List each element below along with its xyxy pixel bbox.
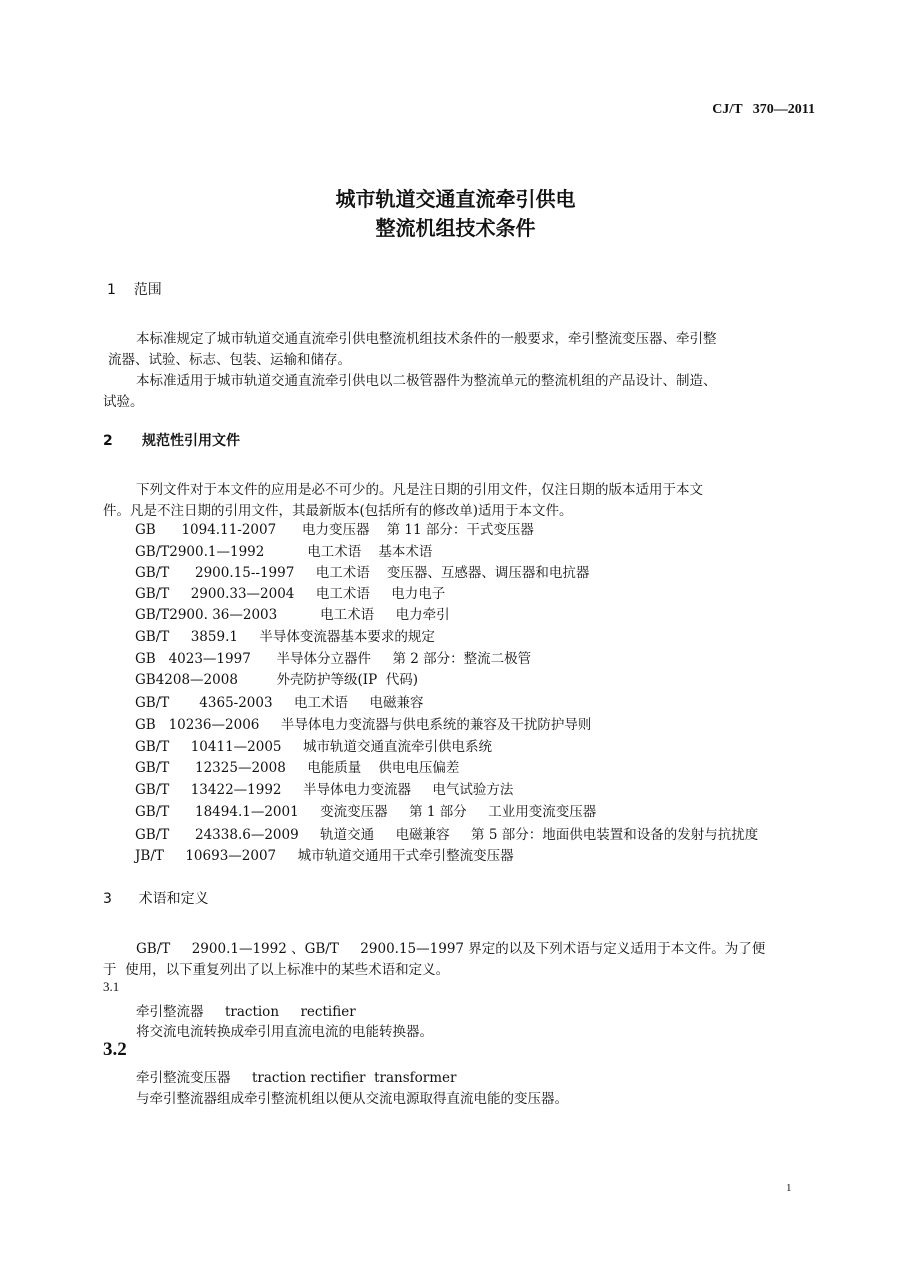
reference-item: GB/T 3859.1 半导体变流器基本要求的规定 (135, 629, 435, 645)
reference-item: GB/T2900. 36—2003 电工术语 电力牵引 (135, 607, 450, 623)
section-2-heading: 2 规范性引用文件 (103, 433, 240, 449)
term-definition: 与牵引整流器组成牵引整流机组以便从交流电源取得直流电能的变压器。 (136, 1091, 568, 1107)
reference-item: GB/T 18494.1—2001 变流变压器 第 1 部分 工业用变流变压器 (135, 804, 597, 820)
standard-number: CJ/T 370—2011 (712, 102, 815, 117)
section-3-heading: 3 术语和定义 (103, 891, 209, 907)
term-number: 3.2 (103, 1039, 127, 1060)
reference-item: GB/T 10411—2005 城市轨道交通直流牵引供电系统 (135, 739, 492, 755)
reference-item: GB/T 12325—2008 电能质量 供电电压偏差 (135, 760, 460, 776)
section-1-para2-line2: 试验。 (103, 394, 144, 410)
reference-item: GB/T 13422—1992 半导体电力变流器 电气试验方法 (135, 782, 514, 798)
term-number: 3.1 (103, 979, 120, 994)
reference-item: GB/T 2900.33—2004 电工术语 电力电子 (135, 586, 446, 602)
reference-item: GB/T 24338.6—2009 轨道交通 电磁兼容 第 5 部分：地面供电装置和设备的发射与抗扰度 (135, 827, 759, 843)
section-2-intro-line2: 件。凡是不注日期的引用文件，其最新版本(包括所有的修改单)适用于本文件。 (103, 503, 573, 519)
section-1-para1-line2: 流器、试验、标志、包装、运输和储存。 (108, 352, 351, 368)
term-definition: 将交流电流转换成牵引用直流电流的电能转换器。 (136, 1024, 433, 1040)
section-3-intro-line2: 于 使用，以下重复列出了以上标准中的某些术语和定义。 (103, 962, 450, 978)
reference-item: GB 4023—1997 半导体分立器件 第 2 部分：整流二极管 (135, 651, 532, 667)
page-number: 1 (786, 1182, 792, 1194)
document-title-line2: 整流机组技术条件 (375, 216, 536, 240)
reference-item: GB 1094.11-2007 电力变压器 第 11 部分：干式变压器 (135, 522, 534, 538)
reference-item: GB/T 4365-2003 电工术语 电磁兼容 (135, 695, 424, 711)
section-1-para2-line1: 本标准适用于城市轨道交通直流牵引供电以二极管器件为整流单元的整流机组的产品设计、制造、 (136, 373, 717, 389)
reference-item: JB/T 10693—2007 城市轨道交通用干式牵引整流变压器 (135, 848, 514, 864)
term-name: 牵引整流变压器 traction rectifier transformer (136, 1070, 457, 1086)
section-2-intro-line1: 下列文件对于本文件的应用是必不可少的。凡是注日期的引用文件，仅注日期的版本适用于本文 (136, 482, 703, 498)
reference-item: GB/T2900.1—1992 电工术语 基本术语 (135, 544, 433, 560)
section-1-heading: 1 范围 (107, 282, 162, 298)
section-1-para1-line1: 本标准规定了城市轨道交通直流牵引供电整流机组技术条件的一般要求，牵引整流变压器、牵引整 (136, 331, 717, 347)
section-3-intro-line1: GB/T 2900.1—1992 、GB/T 2900.15—1997 界定的以及下列术语与定义适用于本文件。为了便 (136, 941, 766, 957)
document-title-line1: 城市轨道交通直流牵引供电 (335, 187, 576, 211)
reference-item: GB/T 2900.15--1997 电工术语 变压器、互感器、调压器和电抗器 (135, 565, 590, 581)
reference-item: GB4208—2008 外壳防护等级(IP 代码) (135, 672, 419, 688)
reference-item: GB 10236—2006 半导体电力变流器与供电系统的兼容及干扰防护导则 (135, 717, 592, 733)
term-name: 牵引整流器 traction rectifier (136, 1004, 356, 1020)
